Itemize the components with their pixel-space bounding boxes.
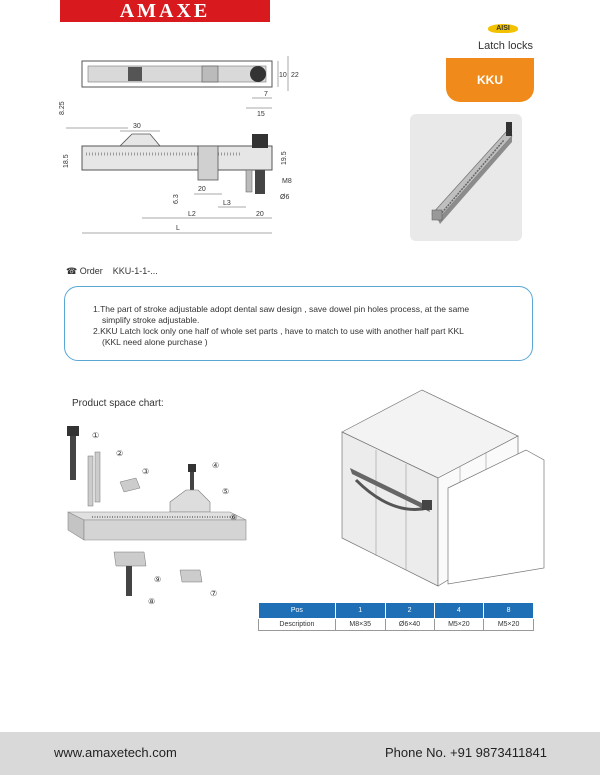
- note-1: 1.The part of stroke adjustable adopt dental saw design , save dowel pin holes process, at the same: [93, 304, 470, 314]
- dim-label: 20: [198, 186, 206, 193]
- dim-label: 15: [257, 111, 265, 118]
- top-view-head: [250, 66, 266, 82]
- spec-table: [258, 602, 534, 631]
- table-header: Pos: [259, 603, 336, 619]
- dim-label: L2: [188, 211, 196, 218]
- dim-label: 10: [279, 72, 287, 79]
- dim-label: 7: [264, 91, 268, 98]
- product-tab-label: KKU: [477, 73, 503, 87]
- callout: ②: [116, 449, 124, 458]
- dim-label: 30: [133, 123, 141, 130]
- space-chart-title: Product space chart:: [72, 398, 164, 409]
- dim-label: Ø6: [280, 194, 290, 201]
- footer: [0, 732, 600, 775]
- callout: ⑧: [148, 597, 156, 606]
- top-view-screw: [128, 67, 142, 81]
- note-2-cont: (KKL need alone purchase ): [102, 337, 208, 347]
- callout: ⑥: [230, 513, 238, 522]
- table-header: 2: [385, 603, 434, 619]
- note-1-cont: simplify stroke adjustable.: [102, 315, 200, 325]
- side-view-dowel: [246, 170, 252, 192]
- side-view-screw-head: [252, 134, 268, 148]
- dim-label: 22: [291, 72, 299, 79]
- website-link[interactable]: www.amaxetech.com: [54, 745, 177, 760]
- side-view-pin-block: [198, 146, 218, 180]
- dim-label: 20: [256, 211, 264, 218]
- note-2: 2.KKU Latch lock only one half of whole set parts , have to match to use with another half part KKL: [93, 326, 464, 336]
- table-cell: Ø6×40: [385, 619, 434, 631]
- callout: ④: [212, 461, 220, 470]
- table-header: 1: [335, 603, 385, 619]
- callout: ①: [92, 431, 100, 440]
- top-view-slot: [88, 66, 266, 82]
- table-header: 8: [484, 603, 534, 619]
- callout: ⑤: [222, 487, 230, 496]
- dim-label: L: [176, 225, 180, 232]
- order-label: Order: [79, 266, 103, 276]
- dim-label: 19.5: [281, 151, 288, 165]
- exploded-view: [40, 416, 300, 616]
- side-view-block: [120, 134, 160, 146]
- callout: ⑨: [154, 575, 162, 584]
- dim-label: 8.25: [59, 101, 66, 115]
- table-cell: M5×20: [484, 619, 534, 631]
- dim-label: L3: [223, 200, 231, 207]
- phone-number: Phone No. +91 9873411841: [384, 745, 547, 760]
- brand-name: AMAXE: [119, 0, 211, 22]
- callout: ③: [142, 467, 150, 476]
- table-cell: Description: [259, 619, 336, 631]
- dim-label: 18.5: [63, 154, 70, 168]
- top-view-pin: [202, 66, 218, 82]
- aisi-badge: AISI: [488, 24, 518, 33]
- latch-lock-image: [410, 114, 522, 241]
- dim-label: M8: [282, 178, 292, 185]
- dim-label: 6.3: [173, 194, 180, 204]
- table-cell: M8×35: [335, 619, 385, 631]
- mold-illustration: [336, 388, 556, 588]
- phone-icon: ☎: [66, 266, 78, 276]
- table-row: [259, 619, 534, 631]
- product-photo: [410, 114, 522, 241]
- side-view-screw: [255, 170, 265, 194]
- notes-box: [64, 286, 533, 361]
- category-title: Latch locks: [478, 40, 534, 52]
- order-code: KKU-1-1-...: [112, 266, 158, 276]
- table-header-row: [259, 603, 534, 619]
- side-view-body: [82, 146, 272, 170]
- table-header: 4: [434, 603, 484, 619]
- table-cell: M5×20: [434, 619, 484, 631]
- order-line: [66, 266, 158, 277]
- callout: ⑦: [210, 589, 218, 598]
